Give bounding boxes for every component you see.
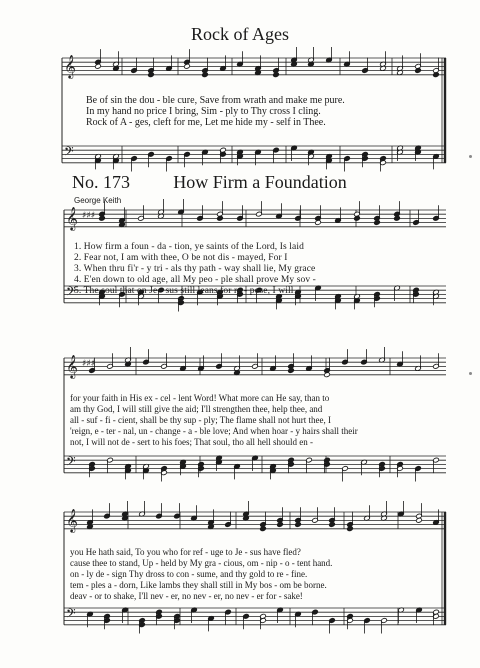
notehead <box>416 517 423 523</box>
lyric-line: Rock of A - ges, cleft for me, Let me hide my - self in Thee. <box>86 117 326 128</box>
lyric-line: 4. E'en down to old age, all My peo - ple shall prove My sov - <box>74 275 316 285</box>
hymn2-verses-system1 <box>74 242 316 297</box>
notehead <box>295 522 302 528</box>
treble-clef-icon: 𝄞 <box>66 206 78 230</box>
bass-clef-icon: 𝄢 <box>64 144 74 162</box>
notehead <box>288 368 295 374</box>
lyric-line: for your faith in His ex - cel - lent Word! What more can He say, than to <box>70 393 330 403</box>
treble-clef-icon: 𝄞 <box>66 508 78 532</box>
notehead <box>415 68 422 74</box>
notehead <box>277 522 284 528</box>
bass-clef-icon: 𝄢 <box>66 606 76 624</box>
hymn2-verses-system2 <box>70 393 358 448</box>
hymn2-verses-system3 <box>70 547 332 602</box>
lyric-line: tem - ples a - dorn, Like lambs they shall still in My bos - om be borne. <box>70 580 327 590</box>
notehead <box>347 526 354 532</box>
sharp-icon: ♯♯♯ <box>82 359 96 369</box>
lyric-line: you He hath said, To you who for ref - uge to Je - sus have fled? <box>70 547 301 557</box>
notehead <box>99 215 106 221</box>
lyric-line: 2. Fear not, I am with thee, O be not dis - mayed, For I <box>74 253 288 263</box>
lyric-line: am thy God, I will still give the aid; I'll strengthen thee, help thee, and <box>70 404 323 414</box>
notehead <box>315 220 322 226</box>
lyric-line: 'reign, e - ter - nal, un - change - a - ble love; And when hoar - y hairs shall their <box>70 426 358 436</box>
notehead <box>394 215 401 221</box>
notehead <box>273 72 280 78</box>
lyric-line: cause thee to stand, Up - held by My gra - cious, om - nip - o - tent hand. <box>70 558 333 568</box>
hymn-title: Rock of Ages <box>191 24 289 44</box>
composer-credit: George Keith <box>74 196 122 205</box>
treble-clef-icon: 𝄞 <box>66 354 78 378</box>
lyric-line: 3. When thru fi'r - y tri - als thy path - way shall lie, My grace <box>74 264 316 274</box>
notehead <box>433 72 440 78</box>
notehead <box>374 220 381 226</box>
treble-clef-icon: 𝄞 <box>64 54 76 78</box>
notehead <box>95 63 102 69</box>
notehead <box>260 526 267 532</box>
hymn-title: How Firm a Foundation <box>173 172 347 192</box>
notehead <box>329 522 336 528</box>
notehead <box>217 215 224 221</box>
notehead <box>354 215 361 221</box>
lyric-line: all - suf - fi - cient, shall be thy sup - ply; The flame shall not hurt thee, I <box>70 415 332 425</box>
hymn1-lyrics <box>86 95 345 128</box>
lyric-line: Be of sin the dou - ble cure, Save from wrath and make me pure. <box>86 95 345 106</box>
lyric-line: 1. How firm a foun - da - tion, ye saints of the Lord, Is laid <box>74 242 304 252</box>
notehead <box>202 72 209 78</box>
lyric-line: deav - or to shake, I'll nev - er, no nev - er, no nev - er for - sake! <box>70 591 303 601</box>
notehead <box>148 72 155 78</box>
notehead <box>324 372 331 378</box>
hymn-number: No. 173 <box>72 172 130 192</box>
bass-clef-icon: 𝄢 <box>66 454 76 472</box>
lyric-line: on - ly de - sign Thy dross to con - sume, and thy gold to re - fine. <box>70 569 308 579</box>
lyric-line: not, I will not de - sert to his foes; That soul, tho all hell should en - <box>70 437 314 447</box>
notehead <box>184 63 191 69</box>
sharp-icon: ♯♯♯ <box>82 211 96 221</box>
lyric-line: 5. The soul that on Je - sus still leans for re - pose, I will <box>74 286 294 296</box>
lyric-line: In my hand no price I bring, Sim - ply to Thy cross I cling. <box>86 106 321 117</box>
bass-clef-icon: 𝄢 <box>66 284 76 302</box>
